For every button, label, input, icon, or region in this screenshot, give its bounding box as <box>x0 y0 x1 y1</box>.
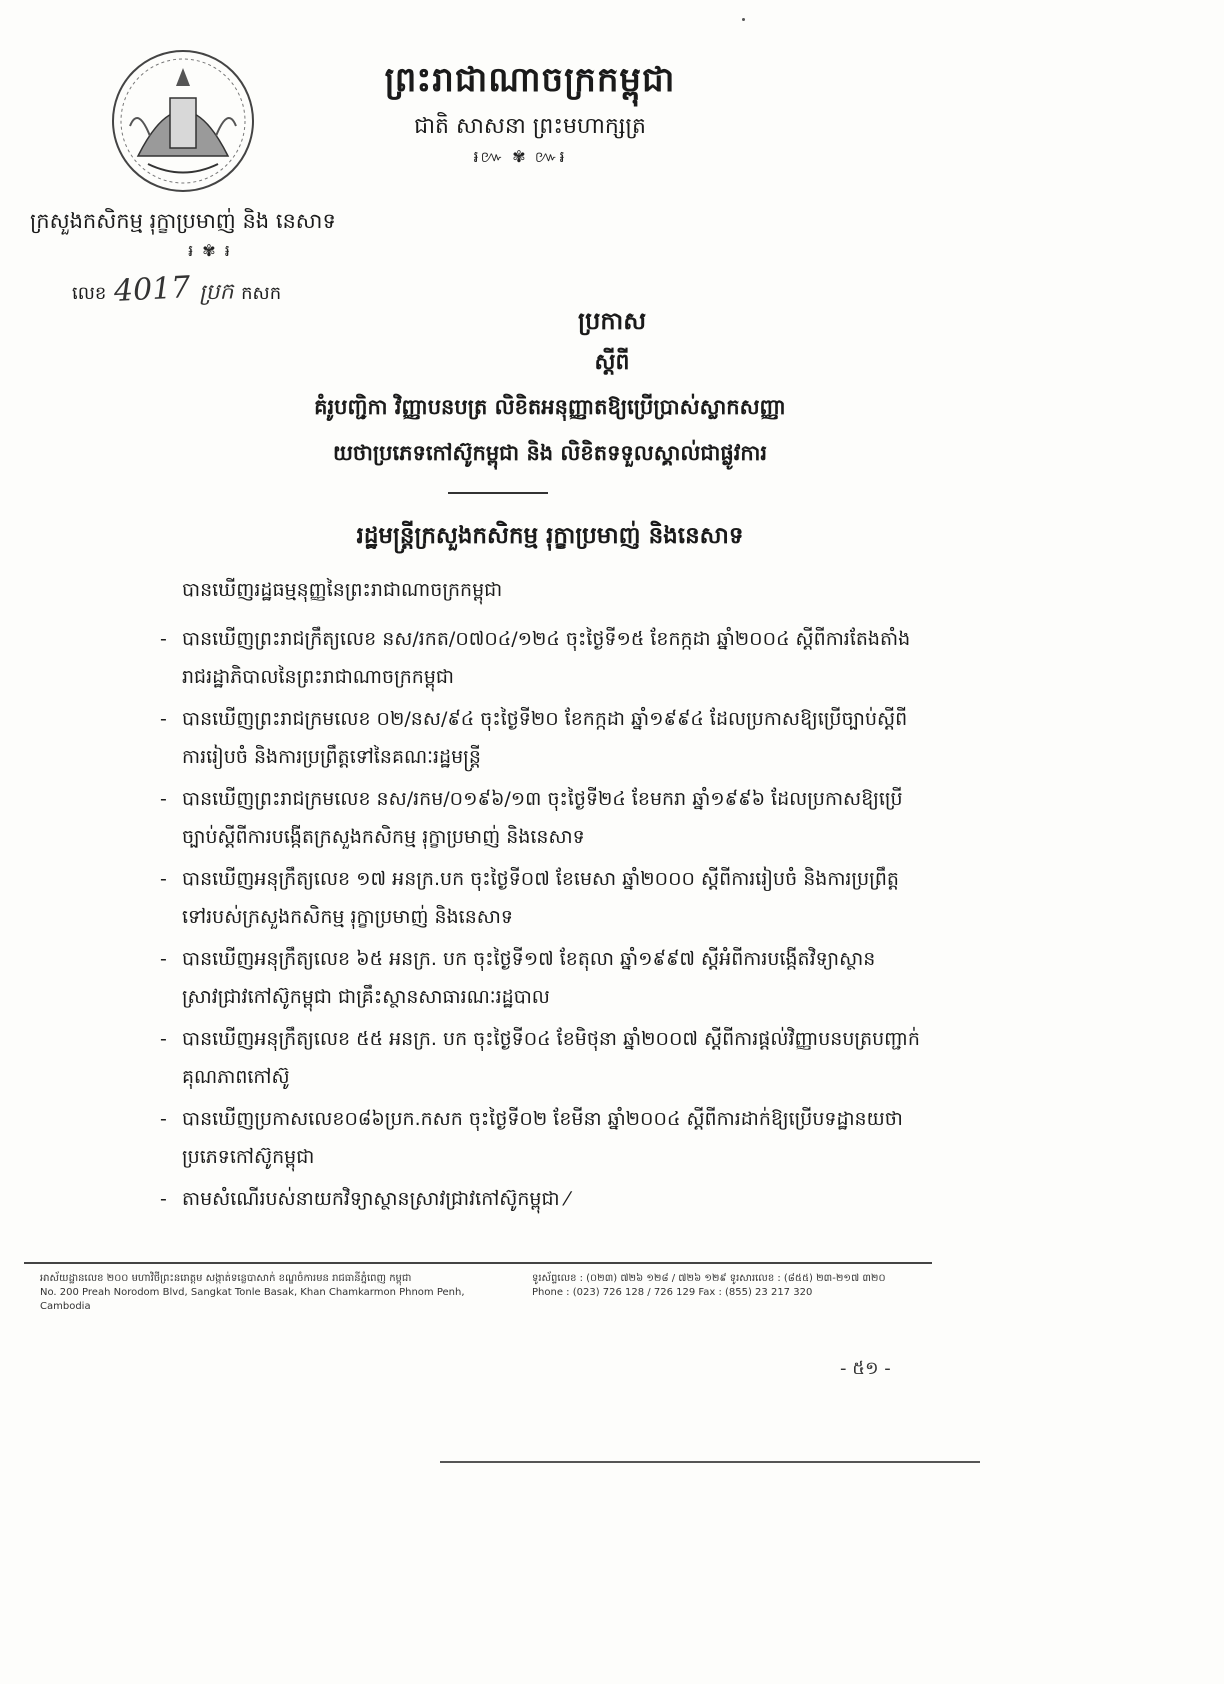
scan-speck <box>742 18 745 21</box>
intro-line: បានឃើញរដ្ឋធម្មនុញ្ញនៃព្រះរាជាណាចក្រកម្ពុជា <box>182 579 503 601</box>
address-en: No. 200 Preah Norodom Blvd, Sangkat Tonle Basak, Khan Chamkarmon Phnom Penh, Cambodia <box>40 1287 465 1312</box>
considerations-list <box>160 620 920 1222</box>
royal-emblem <box>108 46 258 196</box>
document-about: ស្តីពី <box>594 350 630 375</box>
kingdom-motto: ជាតិ សាសនា ព្រះមហាក្សត្រ <box>414 114 646 139</box>
ministry-ornament: ៛ ✾ ៛ <box>188 241 232 260</box>
list-item: - បានឃើញប្រកាសលេខ០៨៦ប្រក.កសក ចុះថ្ងៃទី០២ ខែមីនា ឆ្នាំ២០០៤ ស្តីពីការដាក់ឱ្យប្រើបទដ្ឋានយថាប្រភេទកៅស៊ូកម្ពុជា <box>160 1108 903 1168</box>
scan-edge-line <box>440 1461 980 1463</box>
footer-contact <box>532 1272 932 1300</box>
ref-prefix: លេខ <box>72 283 107 304</box>
ref-handwritten-number: 4017 <box>113 270 192 309</box>
footer-divider <box>24 1262 932 1264</box>
kingdom-title: ព្រះរាជាណាចក្រកម្ពុជា <box>384 60 676 100</box>
ref-suffix: កសក <box>241 283 282 304</box>
address-kh: អាស័យដ្ឋានលេខ ២០០ មហាវិថីព្រះនរោត្តម សង្កាត់ទន្លេបាសាក់ ខណ្ឌចំការមន រាជធានីភ្នំពេញ កម្ពុជា <box>40 1273 412 1284</box>
minister-heading: រដ្ឋមន្ត្រីក្រសួងកសិកម្ម រុក្ខាប្រមាញ់ និងនេសាទ <box>356 523 744 549</box>
subject-line-2: យថាប្រភេទកៅស៊ូកម្ពុជា និង លិខិតទទួលស្គាល់ជាផ្លូវការ <box>332 441 768 465</box>
footer-address <box>40 1272 510 1314</box>
subject-line-1: គំរូបញ្ជិកា វិញ្ញាបនបត្រ លិខិតអនុញ្ញាតឱ្យប្រើប្រាស់ស្លាកសញ្ញា <box>314 395 786 419</box>
list-item: - បានឃើញអនុក្រឹត្យលេខ ៦៥ អនក្រ. បក ចុះថ្ងៃទី១៧ ខែតុលា ឆ្នាំ១៩៩៧ ស្តីអំពីការបង្កើតវិទ្យាស្ថានស្រាវជ្រាវកៅស៊ូកម្ពុជា ជាគ្រឹះស្ថានសាធារណៈរដ្ឋបាល <box>160 948 876 1008</box>
ministry-name: ក្រសួងកសិកម្ម រុក្ខាប្រមាញ់ និង នេសាទ <box>30 209 336 233</box>
phone-kh: ទូរស័ព្ទលេខ : (០២៣) ៧២៦ ១២៨ / ៧២៦ ១២៩ ទូរសារលេខ : (៨៥៥) ២៣-២១៧ ៣២០ <box>532 1273 886 1284</box>
list-item: - បានឃើញព្រះរាជក្រមលេខ នស/រកម/០១៩៦/១៣ ចុះថ្ងៃទី២៤ ខែមករា ឆ្នាំ១៩៩៦ ដែលប្រកាសឱ្យប្រើច្បាប់ស្តីពីការបង្កើតក្រសួងកសិកម្ម រុក្ខាប្រមាញ់ និងនេសាទ <box>160 788 903 848</box>
phone-en: Phone : (023) 726 128 / 726 129 Fax : (855) 23 217 320 <box>532 1287 813 1298</box>
list-item: - បានឃើញព្រះរាជក្រឹត្យលេខ នស/រកត/០៧០៤/១២៤ ចុះថ្ងៃទី១៥ ខែកក្កដា ឆ្នាំ២០០៤ ស្តីពីការតែងតាំងរាជរដ្ឋាភិបាលនៃព្រះរាជាណាចក្រកម្ពុជា <box>160 628 911 688</box>
list-item: - បានឃើញព្រះរាជក្រមលេខ ០២/នស/៩៤ ចុះថ្ងៃទី២០ ខែកក្កដា ឆ្នាំ១៩៩៤ ដែលប្រកាសឱ្យប្រើច្បាប់ស្តីពីការរៀបចំ និងការប្រព្រឹត្តទៅនៃគណៈរដ្ឋមន្ត្រី <box>160 708 908 768</box>
list-item: - បានឃើញអនុក្រឹត្យលេខ ១៧ អនក្រ.បក ចុះថ្ងៃទី០៧ ខែមេសា ឆ្នាំ២០០០ ស្តីពីការរៀបចំ និងការប្រព្រឹត្តទៅរបស់ក្រសួងកសិកម្ម រុក្ខាប្រមាញ់ និងនេសាទ <box>160 868 899 928</box>
header-ornament: ៛៚ ✾ ៚៛ <box>473 147 567 166</box>
page-number: - ៥១ - <box>840 1358 891 1379</box>
reference-number <box>72 272 281 310</box>
document-type: ប្រកាស <box>577 307 647 335</box>
ref-handwritten-suffix: ប្រក <box>198 279 234 306</box>
list-item: - បានឃើញអនុក្រឹត្យលេខ ៥៥ អនក្រ. បក ចុះថ្ងៃទី០៤ ខែមិថុនា ឆ្នាំ២០០៧ ស្តីពីការផ្តល់វិញ្ញាបនបត្របញ្ជាក់គុណភាពកៅស៊ូ <box>160 1028 920 1088</box>
title-divider <box>448 492 548 494</box>
list-item: - តាមសំណើរបស់នាយកវិទ្យាស្ថានស្រាវជ្រាវកៅស៊ូកម្ពុជា ⁄ <box>160 1188 569 1210</box>
